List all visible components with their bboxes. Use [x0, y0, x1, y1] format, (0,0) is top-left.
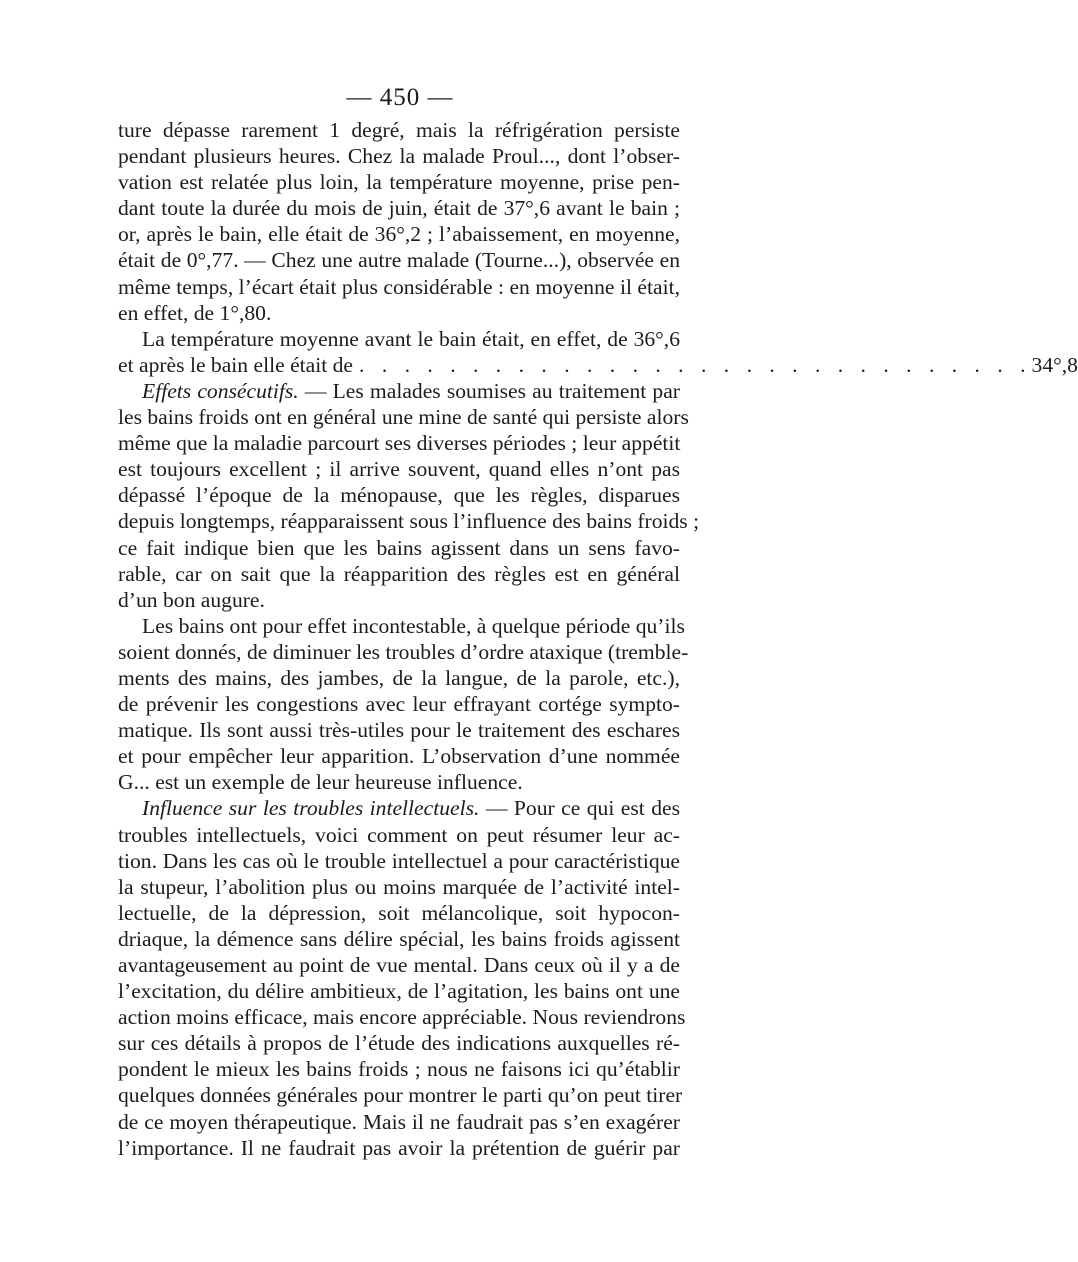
text-line: ce fait indique bien que les bains agissent dans un sens favo- — [118, 535, 680, 560]
leader-value: 34°,8 — [1031, 352, 1078, 377]
text-line: matique. Ils sont aussi très-utiles pour le traitement des eschares — [118, 718, 680, 743]
text-line: pondent le mieux les bains froids ; nous ne faisons ici qu’établir — [118, 1057, 680, 1082]
text-line: lectuelle, de la dépression, soit mélancolique, soit hypocon- — [118, 900, 680, 925]
text-line: même que la maladie parcourt ses diverses périodes ; leur appétit — [118, 431, 681, 456]
text-line: Les bains ont pour effet incontestable, à quelque période qu’ils — [142, 613, 685, 638]
leader-label: et après le bain elle était de — [118, 352, 354, 377]
text-line: or, après le bain, elle était de 36°,2 ; l’abaissement, en moyenne, — [118, 222, 680, 247]
text-line: La température moyenne avant le bain était, en effet, de 36°,6 — [142, 326, 680, 351]
text-line: même temps, l’écart était plus considérable : en moyenne il était, — [118, 274, 680, 299]
text-line — [118, 795, 680, 821]
text-line: en effet, de 1°,80. — [118, 300, 272, 325]
text-line — [118, 352, 1078, 378]
text-line: soient donnés, de diminuer les troubles d’ordre ataxique (tremble- — [118, 639, 689, 664]
text-line: troubles intellectuels, voici comment on peut résumer leur ac- — [118, 822, 680, 847]
text-line: vation est relatée plus loin, la température moyenne, prise pen- — [118, 170, 680, 195]
text-line: est toujours excellent ; il arrive souvent, quand elles n’ont pas — [118, 457, 680, 482]
body-text — [118, 117, 1078, 1161]
text-line: était de 0°,77. — Chez une autre malade (Tourne...), observée en — [118, 248, 680, 273]
text-line: avantageusement au point de vue mental. Dans ceux où il y a de — [118, 953, 680, 977]
section-heading: Effets consécutifs. — [142, 378, 299, 403]
text-line: driaque, la démence sans délire spécial, les bains froids agissent — [118, 926, 680, 951]
text-line: pendant plusieurs heures. Chez la malade Proul..., dont l’obser- — [118, 144, 680, 169]
text-line: tion. Dans les cas où le trouble intellectuel a pour caractéristique — [118, 848, 680, 873]
text-line: la stupeur, l’abolition plus ou moins marquée de l’activité intel- — [118, 874, 680, 899]
text-line: rable, car on sait que la réapparition des règles est en général — [118, 561, 680, 586]
text-line: quelques données générales pour montrer le parti qu’on peut tirer — [118, 1083, 683, 1108]
section-heading: Influence sur les troubles intellectuels. — [142, 796, 480, 821]
text-line: dépassé l’époque de la ménopause, que les règles, disparues — [118, 483, 680, 508]
text-line: G... est un exemple de leur heureuse influence. — [118, 770, 523, 795]
text-line: ments des mains, des jambes, de la langue, de la parole, etc.), — [118, 665, 680, 690]
text-line — [118, 378, 680, 404]
text-line: l’excitation, du délire ambitieux, de l’agitation, les bains ont une — [118, 979, 680, 1004]
line-text: — Pour ce qui est des — [479, 796, 681, 821]
text-line: sur ces détails à propos de l’étude des indications auxquelles ré- — [118, 1031, 680, 1056]
text-line: les bains froids ont en général une mine de santé qui persiste alors — [118, 405, 689, 430]
text-line: et pour empêcher leur apparition. L’observation d’une nommée — [118, 744, 680, 769]
text-line: ture dépasse rarement 1 degré, mais la réfrigération persiste — [118, 118, 680, 142]
text-line: de prévenir les congestions avec leur effrayant cortége sympto- — [118, 692, 680, 717]
page-number: — 450 — — [346, 84, 454, 111]
dot-leader: . . . . . . . . . . . . . . . . . . . . . . . . . . . . . . — [359, 352, 1032, 377]
text-line: de ce moyen thérapeutique. Mais il ne faudrait pas s’en exagérer — [118, 1109, 680, 1134]
text-line: l’importance. Il ne faudrait pas avoir la prétention de guérir par — [118, 1135, 680, 1160]
text-line: dant toute la durée du mois de juin, était de 37°,6 avant le bain ; — [118, 196, 680, 221]
text-line: d’un bon augure. — [118, 587, 265, 612]
text-line: depuis longtemps, réapparaissent sous l’influence des bains froids ; — [118, 509, 700, 534]
text-line: action moins efficace, mais encore appréciable. Nous reviendrons — [118, 1005, 686, 1030]
line-text: — Les malades soumises au traitement par — [298, 378, 680, 403]
